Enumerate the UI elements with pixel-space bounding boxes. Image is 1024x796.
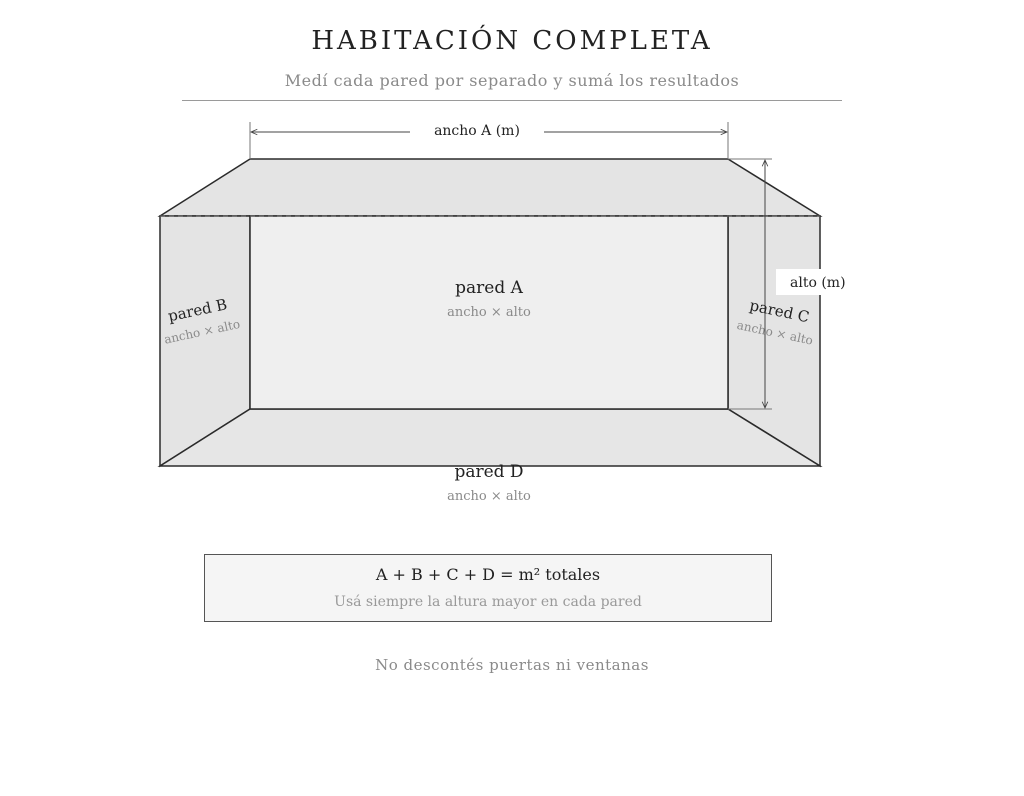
- formula-note: Usá siempre la altura mayor en cada pared: [334, 594, 642, 610]
- footer-note: No descontés puertas ni ventanas: [375, 656, 649, 674]
- wall-a-hint: ancho × alto: [447, 305, 531, 320]
- ceiling-surface: [160, 159, 820, 216]
- wall-c-hint: ancho × alto: [735, 317, 815, 348]
- wall-d-label: pared D: [454, 462, 524, 482]
- formula-expression: A + B + C + D = m² totales: [375, 565, 601, 584]
- wall-a-label: pared A: [455, 278, 523, 298]
- wall-b-label: pared B: [166, 295, 229, 326]
- width-dimension-label: ancho A (m): [434, 123, 520, 139]
- wall-d-hint: ancho × alto: [447, 489, 531, 504]
- height-dimension-label: alto (m): [790, 275, 846, 291]
- formula-box: [204, 554, 772, 622]
- page-title: HABITACIÓN COMPLETA: [311, 26, 713, 56]
- wall-d-surface: [160, 409, 820, 466]
- wall-c-label: pared C: [748, 296, 811, 327]
- page-subtitle: Medí cada pared por separado y sumá los resultados: [284, 71, 740, 90]
- wall-b-hint: ancho × alto: [162, 316, 242, 347]
